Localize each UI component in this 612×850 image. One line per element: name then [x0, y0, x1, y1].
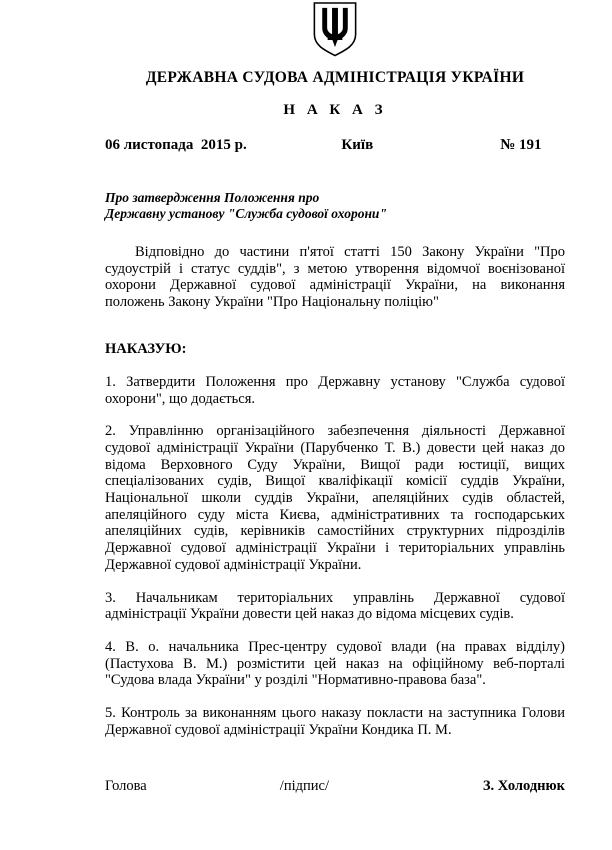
- order-heading: НАКАЗУЮ:: [105, 340, 187, 357]
- subject-line-1: Про затвердження Положення про: [105, 190, 320, 205]
- document-city: Київ: [341, 137, 374, 153]
- order-item-3: 3. Начальникам територіальних управлінь Державної судової адміністрації України довести цей наказ до відома місцевих судів.: [105, 589, 565, 623]
- signer-name: З. Холоднюк: [482, 778, 565, 795]
- document-subject: [105, 190, 565, 222]
- signer-title: Голова: [105, 778, 147, 795]
- order-item-1: 1. Затвердити Положення про Державну установу "Служба судової охорони", що додається.: [105, 373, 565, 407]
- ukraine-trident-emblem-icon: [310, 2, 360, 57]
- order-item-2: 2. Управлінню організаційного забезпечення діяльності Державної судової адміністрації України (Парубченко Т. В.) довести цей наказ до відома Верховного Суду України, Вищої ради юстиції, вищих спеціалізованих судів, Вищої кваліфікації комісії суддів України, Національної школи суддів України, апеляційних судів областей, апеляційного суду міста Києва, адміністративних та господарських апеляційних судів, керівників самостійних структурних підрозділів Державної судової адміністрації України і територіальних управлінь Державної судової адміністрації України.: [105, 423, 565, 573]
- document-meta-row: [105, 137, 565, 154]
- order-item-4: 4. В. о. начальника Прес-центру судової влади (на правах відділу) (Пастухова В. М.) розмістити цей наказ на офіційному веб-порталі "Судова влада України" у розділі "Нормативно-правова база".: [105, 638, 565, 689]
- preamble-paragraph: Відповідно до частини п'ятої статті 150 Закону України "Про судоустрій і статус суддів", з метою утворення відомчої воєнізованої охорони Державної судової адміністрації України, на виконання положень Закону України "Про Національну поліцію": [105, 244, 565, 311]
- document-type-title: Н А К А З: [283, 102, 387, 118]
- order-item-5: 5. Контроль за виконанням цього наказу покласти на заступника Голови Державної судової адміністрації України Кондика П. М.: [105, 705, 565, 738]
- organization-name: ДЕРЖАВНА СУДОВА АДМІНІСТРАЦІЯ УКРАЇНИ: [145, 69, 525, 86]
- signature-mark: /підпис/: [279, 778, 329, 795]
- document-number: № 191: [500, 137, 542, 153]
- signature-row: [105, 778, 565, 795]
- subject-line-2: Державну установу "Служба судової охорони": [105, 206, 387, 221]
- document-date: 06 листопада 2015 р.: [105, 137, 247, 153]
